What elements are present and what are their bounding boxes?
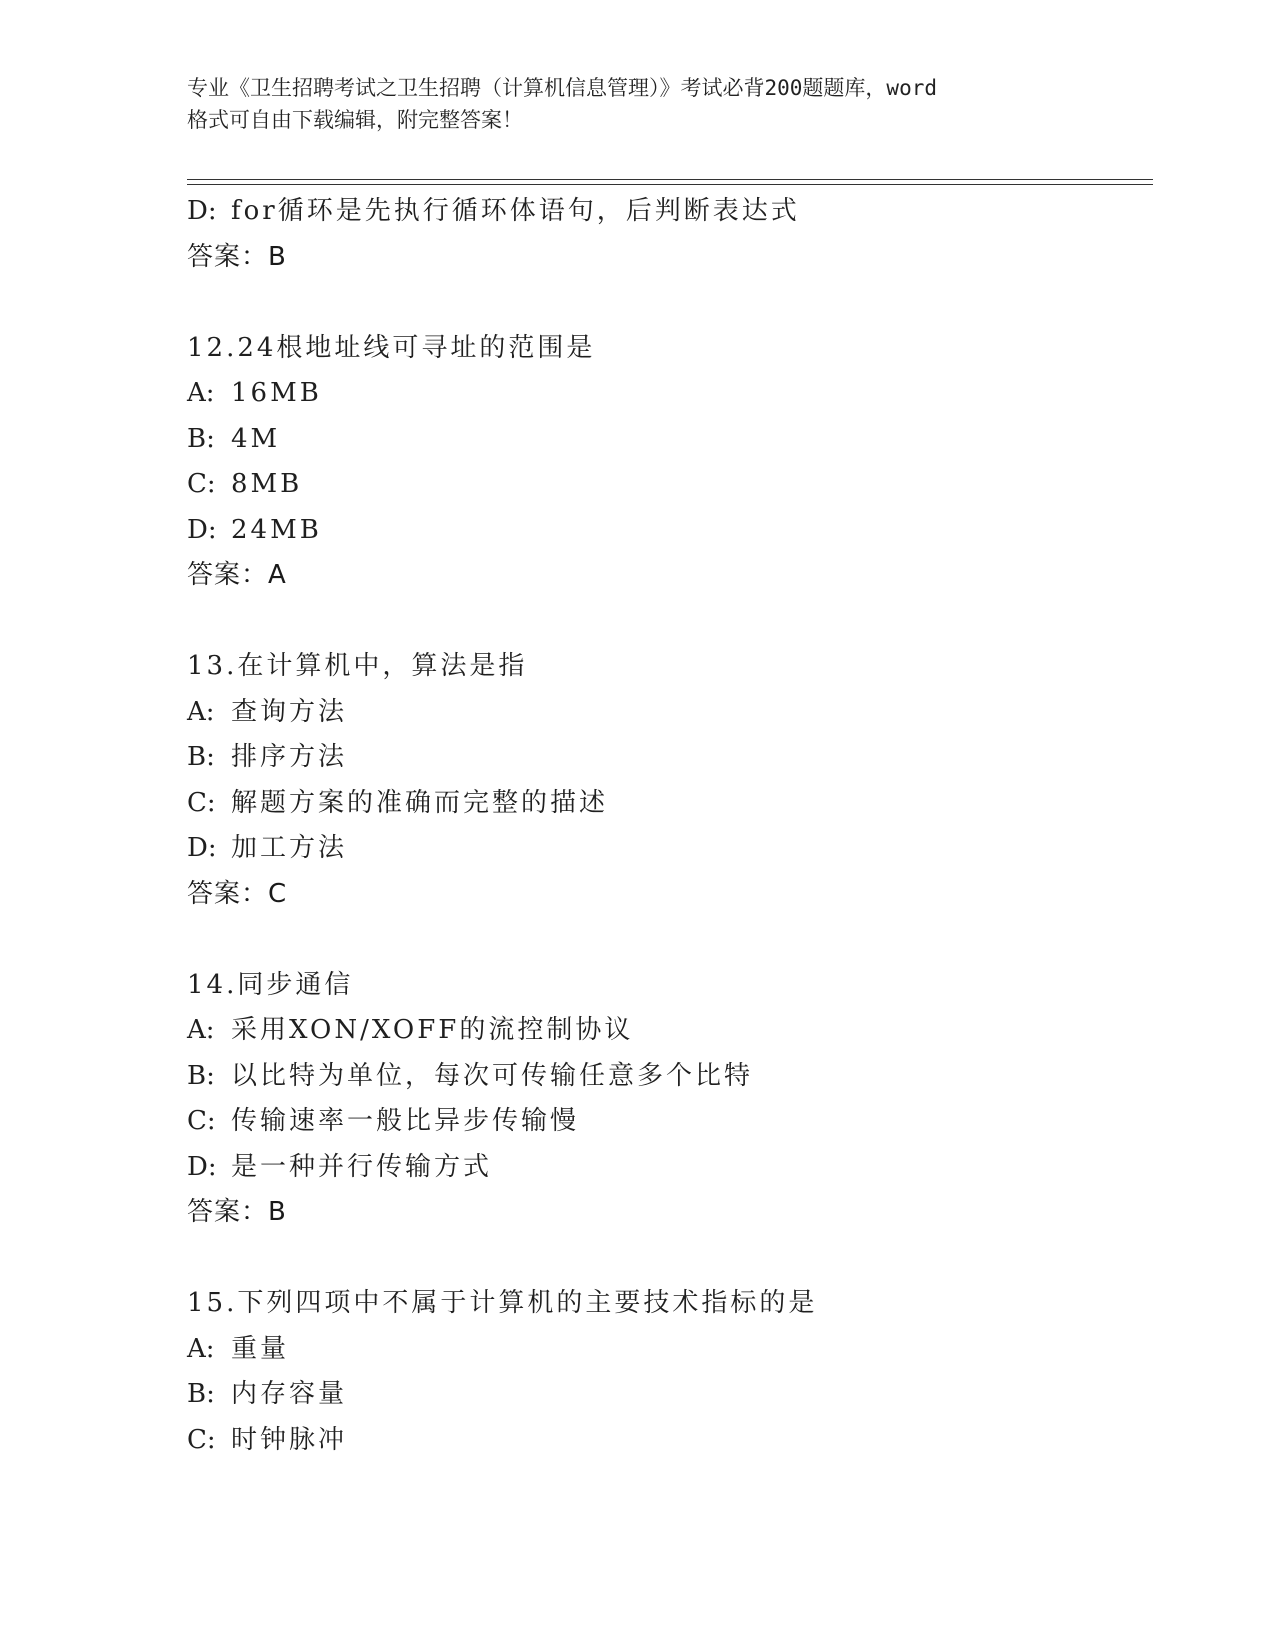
option-line: [187, 1327, 1147, 1373]
option-label: C:: [187, 469, 216, 499]
option-text: 采用XON/XOFF的流控制协议: [231, 1015, 634, 1045]
option-line: [187, 371, 1147, 417]
option-label: D:: [187, 833, 217, 863]
option-label: B:: [187, 742, 215, 772]
header-line-2: 格式可自由下载编辑，附完整答案！: [187, 108, 523, 132]
option-text: 解题方案的准确而完整的描述: [231, 787, 609, 818]
option-text: 加工方法: [231, 833, 348, 863]
option-text: 传输速率一般比异步传输慢: [231, 1106, 580, 1136]
option-line: [187, 1099, 1147, 1145]
spacer: [187, 280, 1147, 326]
answer-line: 答案：B: [187, 241, 287, 272]
header-divider-top: [187, 179, 1153, 180]
option-line: [187, 781, 1147, 827]
option-text: 4M: [231, 423, 281, 454]
option-label: C:: [187, 1106, 216, 1136]
option-text: for循环是先执行循环体语句，后判断表达式: [231, 196, 800, 226]
option-label: C:: [187, 1424, 216, 1455]
option-line: [187, 690, 1147, 736]
option-line: [187, 1008, 1147, 1054]
question-stem: 12.24根地址线可寻址的范围是: [187, 332, 596, 363]
header-line-1: 专业《卫生招聘考试之卫生招聘（计算机信息管理）》考试必背200题题库，word: [187, 76, 937, 100]
option-text: 16MB: [231, 378, 322, 408]
option-text: 内存容量: [231, 1379, 348, 1409]
option-line: [187, 508, 1147, 554]
option-line: [187, 462, 1147, 508]
option-line: [187, 1054, 1147, 1100]
option-line: [187, 417, 1147, 463]
option-label: D:: [187, 514, 217, 545]
question-stem: 14.同步通信: [187, 969, 354, 1000]
document-header: [187, 72, 1087, 136]
option-line: [187, 735, 1147, 781]
option-label: A:: [187, 378, 215, 408]
option-label: C:: [187, 787, 216, 818]
question-stem: 13.在计算机中，算法是指: [187, 651, 528, 681]
option-line: [187, 189, 1147, 235]
option-label: B:: [187, 1379, 215, 1409]
option-label: B:: [187, 423, 215, 454]
option-label: A:: [187, 1015, 215, 1045]
question-list: [187, 189, 1147, 1463]
option-text: 是一种并行传输方式: [231, 1151, 493, 1182]
answer-line: 答案：C: [187, 878, 288, 909]
spacer: [187, 917, 1147, 963]
spacer: [187, 599, 1147, 645]
option-line: [187, 1145, 1147, 1191]
answer-line: 答案：B: [187, 1197, 287, 1227]
spacer: [187, 1236, 1147, 1282]
answer-line: 答案：A: [187, 560, 287, 590]
option-text: 以比特为单位，每次可传输任意多个比特: [231, 1060, 754, 1091]
option-label: A:: [187, 696, 215, 727]
option-text: 24MB: [231, 514, 322, 545]
question-stem: 15.下列四项中不属于计算机的主要技术指标的是: [187, 1288, 818, 1318]
option-text: 排序方法: [231, 742, 348, 772]
option-line: [187, 826, 1147, 872]
option-label: B:: [187, 1060, 215, 1091]
option-text: 重量: [231, 1333, 290, 1364]
option-text: 时钟脉冲: [231, 1424, 348, 1455]
option-line: [187, 1372, 1147, 1418]
option-text: 查询方法: [231, 696, 348, 727]
header-divider-bottom: [187, 184, 1153, 185]
option-text: 8MB: [231, 469, 303, 499]
option-label: A:: [187, 1333, 215, 1364]
option-line: [187, 1418, 1147, 1464]
option-label: D:: [187, 196, 217, 226]
option-label: D:: [187, 1151, 217, 1182]
